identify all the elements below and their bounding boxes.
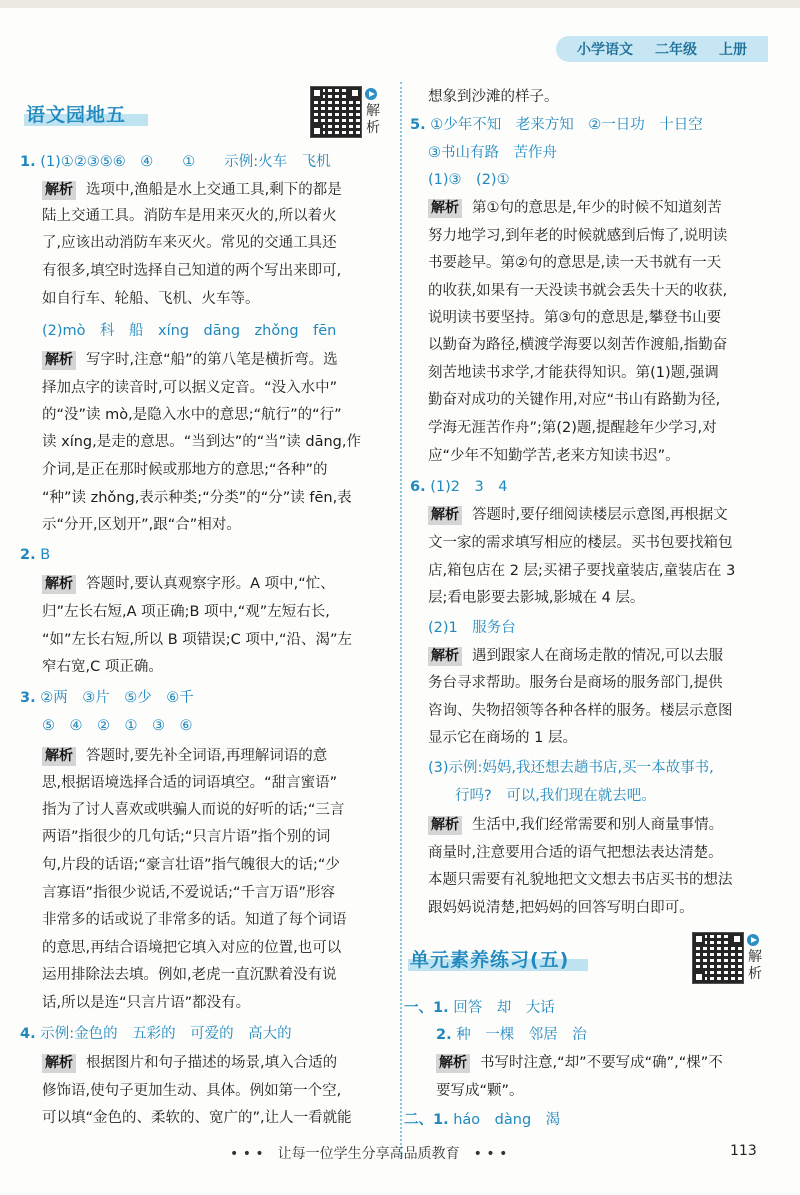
q2-explain-line: 窄右宽,C 项正确。 — [42, 659, 163, 675]
q6-answer-2: (2)1 服务台 — [428, 620, 516, 636]
q5-explain-line: 刻苦地读书求学,才能获得知识。第(1)题,强调 — [428, 365, 719, 381]
q6-explain-line: 解析 答题时,要仔细阅读楼层示意图,再根据文 — [428, 505, 728, 525]
q5-explain-line: 以勤奋为路径,横渡学海要以刻苦作渡船,指勤奋 — [428, 337, 728, 353]
q5-explain-line: 努力地学习,到年老的时候就感到后悔了,说明读 — [428, 228, 728, 244]
play-icon-2 — [747, 934, 759, 946]
q1-answer-1: 1. (1)①②③⑤⑥ ④ ① 示例:火车 飞机 — [20, 154, 331, 170]
q3-explain-line: 运用排除法去填。例如,老虎一直沉默着没有说 — [42, 967, 337, 983]
q3-explain-line: 话,所以是连“只言片语”都没有。 — [42, 995, 251, 1011]
subject-label: 小学语文 — [577, 42, 633, 58]
q5-answer-1: 5. ①少年不知 老来方知 ②一日功 十日空 — [410, 117, 703, 133]
page-number: 113 — [730, 1143, 757, 1159]
q1-answer-2: (2)mò 科 船 xíng dāng zhǒng fēn — [42, 323, 337, 339]
q1-explain-line: 陆上交通工具。消防车是用来灭火的,所以着火 — [42, 208, 337, 224]
q6-explain3-line: 本题只需要有礼貌地把文文想去书店买书的想法 — [428, 872, 733, 888]
q5-answer-3: (1)③ (2)① — [428, 172, 510, 188]
column-divider — [400, 82, 402, 1157]
q2-explain-line: 解析 答题时,要认真观察字形。A 项中,“忙、 — [42, 574, 335, 594]
q1-explain-line: 了,应该出动消防车来灭火。常见的交通工具还 — [42, 235, 337, 251]
q5-explain-line: 解析 第①句的意思是,年少的时候不知道刻苦 — [428, 198, 722, 218]
q6-answer-3: (3)示例:妈妈,我还想去趟书店,买一本故事书, — [428, 760, 714, 776]
q4-answer: 4. 示例:金色的 五彩的 可爱的 高大的 — [20, 1026, 292, 1042]
q1-explain2-line: “种”读 zhǒng,表示种类;“分类”的“分”读 fēn,表 — [42, 490, 352, 506]
q6-explain2-line: 务台寻求帮助。服务台是商场的服务部门,提供 — [428, 675, 723, 691]
q5-explain-line: 勤奋对成功的关键作用,对应“书山有路勤为径, — [428, 392, 721, 408]
part1-explain-line: 解析 书写时注意,“却”不要写成“确”,“棵”不 — [436, 1053, 723, 1073]
q2-explain-line: “如”左长右短,所以 B 项错误;C 项中,“沿、渴”左 — [42, 632, 353, 648]
q6-explain2-line: 显示它在商场的 1 层。 — [428, 730, 577, 746]
grade-label: 二年级 — [655, 42, 697, 58]
q6-explain3-line: 解析 生活中,我们经常需要和别人商量事情。 — [428, 815, 723, 835]
q6-explain3-line: 跟妈妈说清楚,把妈妈的回答写明白即可。 — [428, 900, 694, 916]
q3-explain-line: 言寡语”指很少说话,不爱说话;“千言万语”形容 — [42, 885, 336, 901]
q2-explain-line: 归”左长右短,A 项正确;B 项中,“观”左短右长, — [42, 604, 330, 620]
q5-explain-line: 应“少年不知勤学苦,老来方知读书迟”。 — [428, 448, 680, 464]
volume-label: 上册 — [719, 42, 747, 58]
q1-explain-line: 有很多,填空时选择自己知道的两个写出来即可, — [42, 263, 342, 279]
q5-explain-line: 说明读书要坚持。第③句的意思是,攀登书山要 — [428, 310, 722, 326]
q5-explain-line: 书要趁早。第②句的意思是,读一天书就有一天 — [428, 255, 722, 271]
part1-explain-line: 要写成“颗”。 — [436, 1083, 524, 1099]
q6-explain3-line: 商量时,注意要用合适的语气把想法表达清楚。 — [428, 845, 723, 861]
q3-answer-1: 3. ②两 ③片 ⑤少 ⑥千 — [20, 690, 194, 706]
q1-explain2-line: 介词,是正在那时候或那地方的意思;“各种”的 — [42, 462, 328, 478]
top-band — [0, 0, 800, 8]
q2-answer: 2. B — [20, 547, 51, 563]
q5-explain-line: 学海无涯苦作舟”;第(2)题,提醒趁年少学习,对 — [428, 420, 717, 436]
q3-explain-line: 解析 答题时,要先补全词语,再理解词语的意 — [42, 746, 327, 766]
q1-explain-line: 解析 选项中,渔船是水上交通工具,剩下的都是 — [42, 180, 342, 200]
q3-explain-line: 指为了讨人喜欢或哄骗人而说的好听的话;“三言 — [42, 802, 345, 818]
footer-slogan: • • • 让每一位学生分享高品质教育 • • • — [230, 1146, 508, 1162]
q6-answer-3-cont: 行吗? 可以,我们现在就去吧。 — [455, 788, 656, 804]
q4-explain-line: 可以填“金色的、柔软的、宽广的”,让人一看就能 — [42, 1110, 352, 1126]
q6-explain2-line: 咨询、失物招领等各种各样的服务。楼层示意图 — [428, 703, 733, 719]
part2-answer-1: 二、1. háo dàng 渴 — [404, 1112, 561, 1128]
q6-answer-1: 6. (1)2 3 4 — [410, 479, 508, 495]
q1-explain2-line: 的“没”读 mò,是隐入水中的意思;“航行”的“行” — [42, 407, 342, 423]
qr-code-icon[interactable] — [310, 86, 362, 138]
q3-answer-2: ⑤ ④ ② ① ③ ⑥ — [42, 718, 193, 734]
q5-explain-line: 的收获,如果有一天没读书就会丢失十天的收获, — [428, 283, 728, 299]
play-icon — [365, 88, 377, 100]
qr-side-label: 解析 — [366, 103, 380, 136]
section-title-2: 单元素养练习(五) — [410, 943, 588, 973]
q3-explain-line: 两语”指很少的几句话;“只言片语”指个别的词 — [42, 829, 331, 845]
header-tag — [556, 36, 768, 62]
part1-answer-2: 2. 种 一棵 邻居 治 — [436, 1027, 587, 1043]
part1-answer-1: 一、1. 回答 却 大话 — [404, 1000, 555, 1016]
q5-answer-2: ③书山有路 苦作舟 — [428, 145, 557, 161]
q4-explain-line: 解析 根据图片和句子描述的场景,填入合适的 — [42, 1053, 337, 1073]
q4-explain-line: 修饰语,使句子更加生动、具体。例如第一个空, — [42, 1083, 342, 1099]
q1-explain2-line: 解析 写字时,注意“船”的第八笔是横折弯。选 — [42, 350, 338, 370]
q6-explain2-line: 解析 遇到跟家人在商场走散的情况,可以去服 — [428, 646, 723, 666]
q3-explain-line: 思,根据语境选择合适的词语填空。“甜言蜜语” — [42, 775, 338, 791]
q6-explain-line: 层;看电影要去影城,影城在 4 层。 — [428, 590, 645, 606]
q1-explain-line: 如自行车、轮船、飞机、火车等。 — [42, 291, 260, 307]
qr-code-icon-2[interactable] — [692, 932, 744, 984]
qr-side-label-2: 解析 — [748, 949, 762, 982]
q4-continued: 想象到沙滩的样子。 — [428, 89, 559, 105]
q1-explain2-line: 择加点字的读音时,可以据义定音。“没入水中” — [42, 380, 338, 396]
q3-explain-line: 的意思,再结合语境把它填入对应的位置,也可以 — [42, 940, 342, 956]
q6-explain-line: 店,箱包店在 2 层;买裙子要找童装店,童装店在 3 — [428, 563, 736, 579]
section-title-1: 语文园地五 — [26, 98, 148, 128]
q3-explain-line: 句,片段的话语;“豪言壮语”指气魄很大的话;“少 — [42, 857, 340, 873]
q1-explain2-line: 读 xíng,是走的意思。“当到达”的“当”读 dāng,作 — [42, 434, 361, 450]
q1-explain2-line: 示“分开,区划开”,跟“合”相对。 — [42, 517, 241, 533]
q3-explain-line: 非常多的话或说了非常多的话。知道了每个词语 — [42, 912, 347, 928]
q6-explain-line: 文一家的需求填写相应的楼层。买书包要找箱包 — [428, 535, 733, 551]
